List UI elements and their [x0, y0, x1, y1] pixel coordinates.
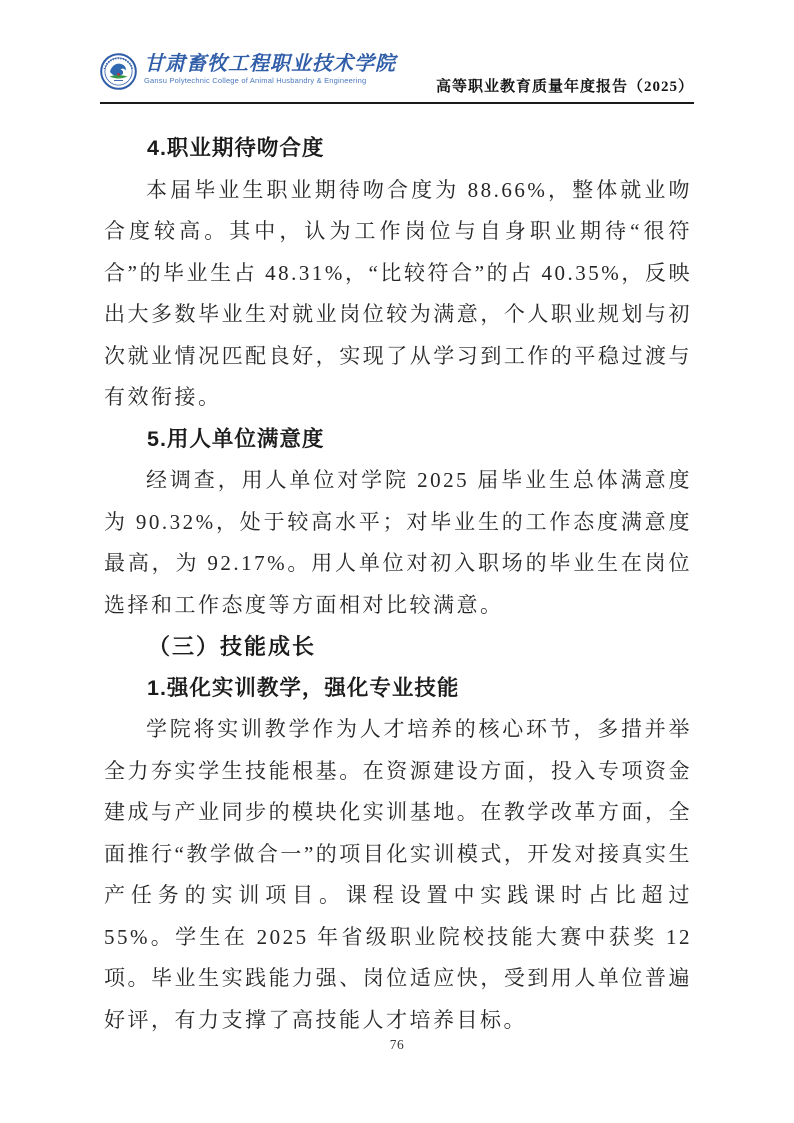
document-body: [104, 128, 692, 1041]
page-header: [100, 52, 694, 104]
paragraph-employer-satisfaction: 经调查，用人单位对学院 2025 届毕业生总体满意度为 90.32%，处于较高水平；对毕业生的工作态度满意度最高，为 92.17%。用人单位对初入职场的毕业生在岗位选择和工作态度等方面相对比较满意。: [104, 468, 692, 617]
heading-practical-training: 1.强化实训教学，强化专业技能: [147, 675, 460, 700]
heading-employer-satisfaction: 5.用人单位满意度: [147, 426, 325, 451]
paragraph-career-expectation-fit: 本届毕业生职业期待吻合度为 88.66%，整体就业吻合度较高。其中，认为工作岗位与自身职业期待“很符合”的毕业生占 48.31%，“比较符合”的占 40.35%，反映出大多数毕业生对就业岗位较为满意，个人职业规划与初次就业情况匹配良好，实现了从学习到工作的平稳过渡与有效衔接。: [104, 177, 692, 409]
header-divider: [100, 102, 694, 104]
heading-career-expectation-fit: 4.职业期待吻合度: [147, 136, 325, 160]
college-logotype: [144, 52, 396, 86]
college-name-zh: 甘肃畜牧工程职业技术学院: [144, 53, 396, 75]
heading-skill-growth-section: （三）技能成长: [148, 634, 317, 659]
report-title: 高等职业教育质量年度报告（2025）: [435, 79, 694, 95]
college-seal-icon: [100, 53, 137, 90]
page-number: 76: [389, 1037, 405, 1052]
page-footer: [0, 1036, 794, 1054]
paragraph-practical-training: 学院将实训教学作为人才培养的核心环节，多措并举全力夯实学生技能根基。在资源建设方面，投入专项资金建成与产业同步的模块化实训基地。在教学改革方面，全面推行“教学做合一”的项目化实训模式，开发对接真实生产任务的实训项目。课程设置中实践课时占比超过 55%。学生在 2025 年省级职业院校技能大赛中获奖 12 项。毕业生实践能力强、岗位适应快，受到用人单位普遍好评，有力支撑了高技能人才培养目标。: [104, 717, 692, 1032]
header-logo-row: [100, 52, 694, 98]
college-name-en: Gansu Polytechnic College of Animal Husbandry & Engineering: [144, 76, 367, 85]
